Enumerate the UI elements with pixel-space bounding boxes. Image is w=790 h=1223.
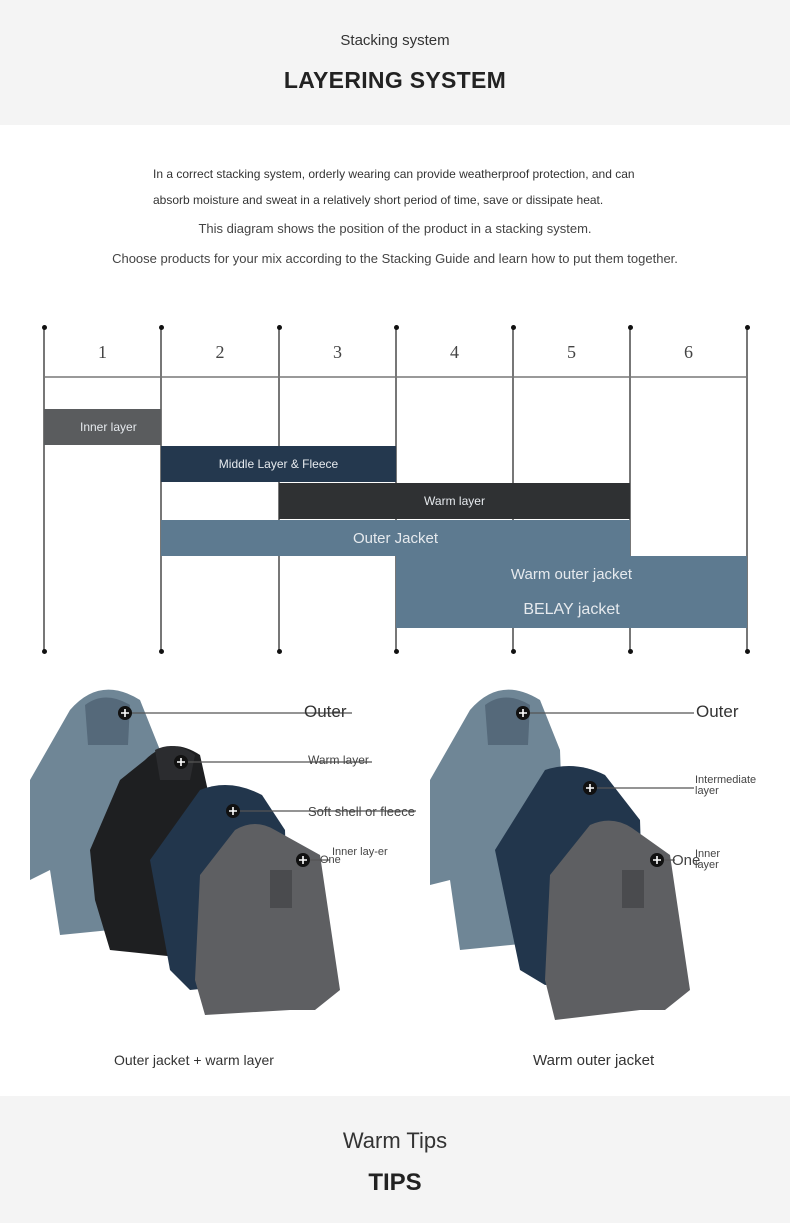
left-label-soft: Soft shell or fleece <box>308 804 415 819</box>
right-label-one: One <box>672 852 701 869</box>
intro-line-1: In a correct stacking system, orderly wearing can provide weatherproof protection, and can <box>153 167 635 181</box>
column-divider <box>43 327 45 652</box>
divider-dot <box>511 325 516 330</box>
divider-dot <box>42 325 47 330</box>
divider-dot <box>277 325 282 330</box>
layer-bar-belay-jacket: BELAY jacket <box>396 592 747 628</box>
column-number-5: 5 <box>567 342 576 362</box>
header-subtitle: Stacking system <box>340 32 450 49</box>
right-label-outer: Outer <box>696 702 739 721</box>
column-number-2: 2 <box>215 342 225 362</box>
divider-dot <box>277 649 282 654</box>
header-section <box>0 0 790 125</box>
divider-dot <box>745 325 750 330</box>
layer-bar-outer-jacket: Outer Jacket <box>161 520 630 556</box>
divider-dot <box>628 649 633 654</box>
layer-bar-warm-layer: Warm layer <box>279 483 630 519</box>
intro-line-2: absorb moisture and sweat in a relatively short period of time, save or dissipate heat. <box>153 193 604 207</box>
right-label-intermediate: Intermediate layer <box>695 774 757 797</box>
left-label-one: One <box>320 854 341 866</box>
left-caption: Outer jacket + warm layer <box>114 1052 274 1068</box>
divider-dot <box>511 649 516 654</box>
left-label-warm: Warm layer <box>308 753 369 767</box>
divider-dot <box>628 325 633 330</box>
divider-dot <box>745 649 750 654</box>
divider-dot <box>394 649 399 654</box>
left-label-outer: Outer <box>304 702 347 721</box>
layer-bar-middle-layer-fleece: Middle Layer & Fleece <box>161 446 396 482</box>
footer-subtitle: Warm Tips <box>342 1128 448 1153</box>
column-number-3: 3 <box>333 342 342 362</box>
right-caption: Warm outer jacket <box>533 1052 655 1069</box>
layer-bar-inner-layer: Inner layer <box>44 409 161 445</box>
column-divider <box>160 327 162 652</box>
divider-dot <box>159 325 164 330</box>
product-combinations <box>0 670 790 1090</box>
column-number-6: 6 <box>684 342 693 362</box>
right-label-inner: Inner layer <box>695 848 721 871</box>
divider-dot <box>394 325 399 330</box>
column-number-1: 1 <box>98 342 107 362</box>
header-title: LAYERING SYSTEM <box>283 67 507 93</box>
divider-dot <box>42 649 47 654</box>
intro-line-3: This diagram shows the position of the product in a stacking system. <box>198 221 592 236</box>
layering-diagram <box>0 300 790 680</box>
intro-line-4: Choose products for your mix according to the Stacking Guide and learn how to put them together. <box>112 251 678 266</box>
column-number-4: 4 <box>450 342 459 362</box>
divider-dot <box>159 649 164 654</box>
footer-title: TIPS <box>368 1169 422 1196</box>
footer-section <box>0 1096 790 1223</box>
left-label-inner: Inner lay-er <box>332 846 388 858</box>
layer-bar-warm-outer-jacket: Warm outer jacket <box>396 556 747 592</box>
